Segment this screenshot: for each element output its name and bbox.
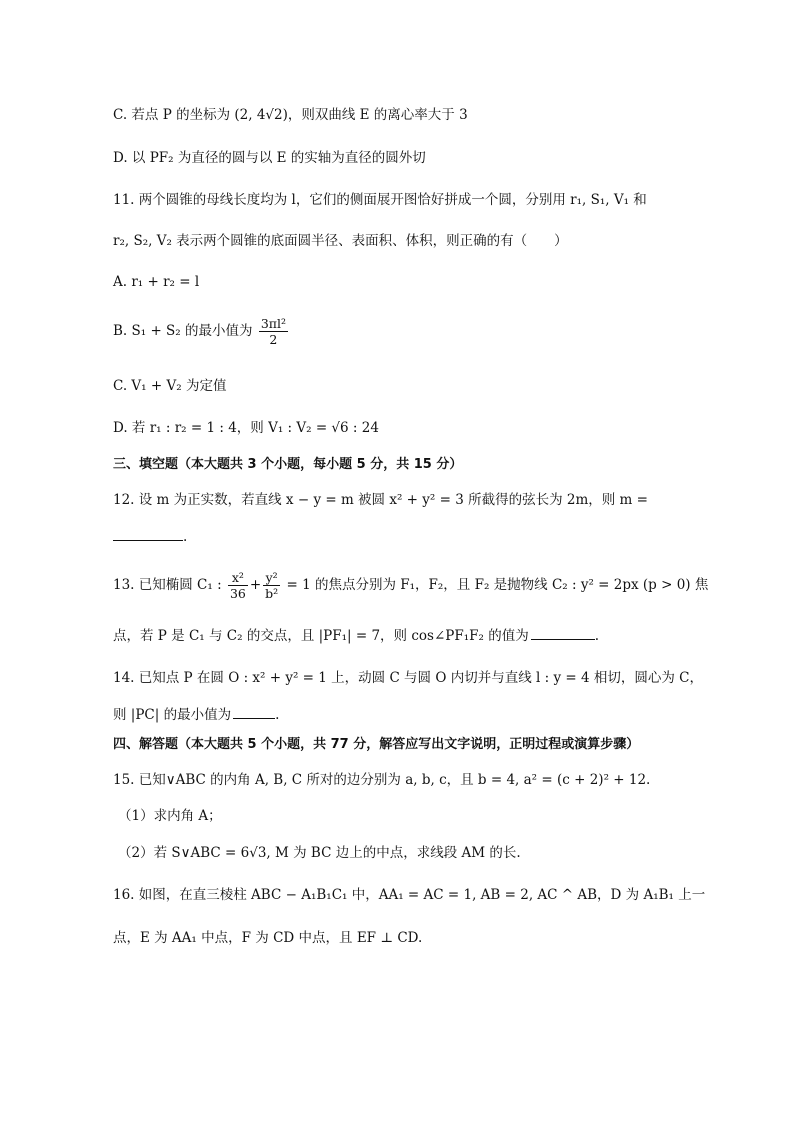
- q16-stem-line2: 点，E 为 AA₁ 中点，F 为 CD 中点，且 EF ⊥ CD.: [113, 930, 423, 946]
- fraction-numerator: y²: [263, 570, 280, 586]
- fraction-denominator: 2: [269, 332, 278, 347]
- q11-option-b: [113, 316, 290, 347]
- q11-stem-line1: 11. 两个圆锥的母线长度均为 l，它们的侧面展开图恰好拼成一个圆，分别用 r₁, S₁, V₁ 和: [113, 192, 647, 208]
- q13-suffix: = 1 的焦点分别为 F₁，F₂，且 F₂ 是抛物线 C₂ : y² = 2px (p > 0) 焦: [286, 577, 709, 593]
- q13-fraction-x: [228, 570, 248, 601]
- q15-part-1: （1）求内角 A；: [118, 808, 222, 824]
- q13-stem-line2: [113, 625, 599, 646]
- q13-line2-text: 点，若 P 是 C₁ 与 C₂ 的交点，且 |PF₁| = 7，则 cos∠PF₁F₂ 的值为: [113, 628, 529, 644]
- q15-stem: 15. 已知∨ABC 的内角 A, B, C 所对的边分别为 a, b, c，且 b = 4, a² = (c + 2)² + 12.: [113, 772, 651, 788]
- section-4-heading: 四、解答题（本大题共 5 个小题，共 77 分，解答应写出文字说明，正明过程或演算步骤）: [113, 737, 640, 752]
- fraction-denominator: 36: [229, 586, 246, 601]
- q13-prefix: 13. 已知椭圆 C₁ :: [113, 577, 222, 593]
- q11-option-d: D. 若 r₁ : r₂ = 1 : 4，则 V₁ : V₂ = √6 : 24: [113, 420, 379, 436]
- q12-stem: 12. 设 m 为正实数，若直线 x − y = m 被圆 x² + y² = 3 所截得的弦长为 2m，则 m =: [113, 492, 648, 508]
- q11-option-c: C. V₁ + V₂ 为定值: [113, 378, 227, 394]
- q11-stem-line2: r₂, S₂, V₂ 表示两个圆锥的底面圆半径、表面积、体积，则正确的有（ ）: [113, 233, 568, 249]
- period: .: [183, 529, 188, 545]
- period: .: [275, 707, 280, 723]
- section-3-heading: 三、填空题（本大题共 3 个小题，每小题 5 分，共 15 分）: [113, 457, 463, 472]
- q14-stem-line1: 14. 已知点 P 在圆 O : x² + y² = 1 上，动圆 C 与圆 O 内切并与直线 l : y = 4 相切，圆心为 C，: [113, 670, 703, 686]
- fraction-numerator: x²: [228, 570, 248, 586]
- q16-stem-line1: 16. 如图，在直三棱柱 ABC − A₁B₁C₁ 中，AA₁ = AC = 1, AB = 2, AC ^ AB，D 为 A₁B₁ 上一: [113, 887, 706, 903]
- q12-answer-line: [113, 526, 187, 547]
- period: .: [594, 628, 599, 644]
- q14-stem-line2: [113, 704, 279, 725]
- q13-fraction-y: [263, 570, 280, 601]
- fraction-numerator: 3πl²: [260, 316, 286, 331]
- q13-stem-line1: [113, 570, 708, 601]
- q11-option-a: A. r₁ + r₂ = l: [113, 274, 200, 290]
- q11-option-b-text: B. S₁ + S₂ 的最小值为: [113, 323, 253, 339]
- q15-part-2: （2）若 S∨ABC = 6√3, M 为 BC 边上的中点，求线段 AM 的长.: [118, 845, 521, 861]
- answer-blank[interactable]: [233, 704, 275, 719]
- q11-option-b-fraction: [259, 316, 288, 347]
- answer-blank[interactable]: [531, 625, 595, 640]
- answer-blank[interactable]: [113, 526, 183, 541]
- plus-sign: +: [249, 577, 262, 593]
- q10-option-d: D. 以 PF₂ 为直径的圆与以 E 的实轴为直径的圆外切: [113, 150, 426, 166]
- fraction-denominator: b²: [265, 586, 279, 601]
- q14-line2-text: 则 |PC| 的最小值为: [113, 707, 232, 723]
- q10-option-c: C. 若点 P 的坐标为 (2, 4√2)，则双曲线 E 的离心率大于 3: [113, 107, 468, 123]
